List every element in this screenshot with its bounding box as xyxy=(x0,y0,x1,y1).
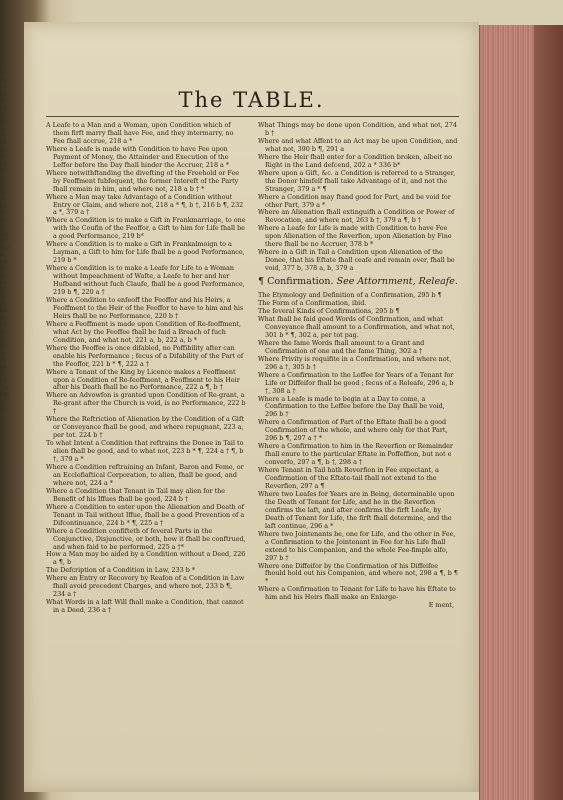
index-entry: Where a Confirmation to the Leffee for Years of a Tenant for Life or Diffeifor fhall be good ; fecus of a Releafe, 296 a, b †, 308 a † xyxy=(258,370,454,395)
page-title: The TABLE. xyxy=(178,88,325,112)
index-entry: Where an Advowfon is granted upon Condition of Re-grant, a Re-grant after the Church is void, is no Performance, 222 b † xyxy=(46,391,246,416)
index-entry: To what Intent a Condition that reftrains the Donee in Tail to alien fhall be good, and to what not, 223 b * ¶, 224 a † ¶, b †, 379 a * xyxy=(46,439,244,464)
index-entry: Where an Alienation fhall extinguifh a Condition or Power of Revocation, and where not, 263 b †, 379 a ¶, b † xyxy=(258,208,455,225)
right-column xyxy=(258,122,458,610)
index-entry: Where a Feoffment is made upon Condition of Re-feoffment, what Act by the Feoffee fhall be faid a Breach of fuch Condition, and what not, 221 a, b, 222 a, b * xyxy=(46,319,242,344)
index-entry: Where a Condition reftraining an Infant, Baron and Feme, or an Ecclefiaftical Corporation, to alien, fhall be good, and where not, 224 a * xyxy=(46,462,244,487)
index-entry: Where the Heir fhall enter for a Condition broken, albeit no Right in the Land defcend, 202 a * 336 b* xyxy=(258,152,452,169)
index-entry: Where the fame Words fhall amount to a Grant and Confirmation of one and the fame Thing, 302 a † xyxy=(258,338,425,355)
index-entry: Where two Jointenants be, one for Life, and the other in Fee, a Confirmation to the Jointenant in Fee for his Life fhall extend to his Companion, and the whole Fee-fimple alfo, 297 b † xyxy=(258,529,456,562)
index-entry: A Leafe to a Man and a Woman, upon Condition which of them firft marry fhall have Fee, and they intermarry, no Fee fhall accrue, 218 a * xyxy=(46,121,234,145)
index-entry: Where a Condition confifteth of feveral Parts in the Conjunctive, Disjunctive, or both, how it fhall be conftrued, and when faid to be performed, 225 a †* xyxy=(46,526,246,551)
index-entry: The Defcription of a Condition in Law, 233 b * xyxy=(46,566,196,575)
index-entry: Where a Condition is to make a Gift in Frankmarriage, to one with the Coufin of the Feoffor, a Gift to him for Life fhall be a good Performance, 219 b* xyxy=(46,216,246,241)
index-entry: Where a Condition to enter upon the Alienation and Death of Tenant in Tail without Iffue, fhall be a good Prevention of a Difcontinuance, 224 b * ¶, 225 a † xyxy=(46,502,245,527)
index-entry: The feveral Kinds of Confirmations, 295 b ¶ xyxy=(258,307,400,316)
index-entry: Where an Entry or Recovery by Reafon of a Condition in Law fhall avoid precedent Charges, and where not, 233 b ¶, 234 a † xyxy=(46,574,245,599)
index-entry: Where and what Affent to an Act may be upon Condition, and what not, 390 b ¶, 291 a xyxy=(258,136,458,153)
index-entry: Where in a Gift in Tail a Condition upon Alienation of the Donee, that his Eftate fhall ceafe and remain over, fhall be void, 377 b, 378 a, b, 379 a xyxy=(258,248,455,273)
index-entry: Where two Leafes for Years are in Being, determinable upon the Death of Tenant for Life, and he in the Reverfion confirms the laft, and after confirms the firft Leafe, by Death of Tenant for Life, the firft fhall determine, and the laft continue, 296 a * xyxy=(258,489,455,530)
index-entry: What Words in a laft Will fhall make a Condition, that cannot in a Deed, 236 a † xyxy=(46,598,244,615)
index-entry: Where a Condition is to make a Gift in Frankalmoign to a Layman, a Gift to him for Life fhall be a good Performance, 219 b * xyxy=(46,240,245,265)
index-entry: Where Tenant in Tail hath Reverfion in Fee expectant, a Confirmation of the Eftate-tail fhall not extend to the Reverfion, 297 a ¶ xyxy=(258,466,439,490)
index-entry: Where a Condition that Tenant in Tail may alien for the Benefit of his Iffues fhall be good, 224 b † xyxy=(46,486,226,503)
index-entry: Where the Reftriction of Alienation by the Condition of a Gift or Conveyance fhall be good, and where repugnant, 223 a, per tot. 224 b † xyxy=(46,415,244,440)
index-entry: Where a Leafe is made with Condition to have Fee upon Payment of Money, the Attainder and Execution of the Leffor before the Day fhall hinder the Accruer, 218 a * xyxy=(46,144,230,169)
index-entry: What fhall be faid good Words of Confirmation, and what Conveyance fhall amount to a Confirmation, and what not, 301 b * ¶, 302 a, per tot pag. xyxy=(258,314,455,339)
section-heading-confirmation xyxy=(258,276,458,288)
index-entry: Where notwithftanding the divefting of the Freehold or Fee by Feoffment fubfequent, the former Intereft of the Party fhall remain in him, and where not, 218 a b † * xyxy=(46,168,240,193)
left-column xyxy=(46,122,246,615)
index-entry: Where upon a Gift, &c. a Condition is referred to a Stranger, the Donor himfelf fhall take Advantage of it, and not the Stranger, 379 a * ¶ xyxy=(258,168,456,193)
index-entry: Where a Confirmation to Tenant for Life to have his Eftate to him and his Heirs fhall make an Enlarge- xyxy=(258,585,456,602)
index-entry: Where one Diffeifor by the Confirmation of his Diffeifee fhould hold out his Companion, and where not, 298 a ¶, b ¶ * xyxy=(258,561,458,586)
index-entry: Where a Condition to enfeoff the Feoffor and his Heirs, a Feoffment to the Heir of the Feoffor to have to him and his Heirs fhall be no Performance, 220 b † xyxy=(46,295,244,320)
index-entry: Where Privity is requifite in a Confirmation, and where not, 296 a †, 305 b † xyxy=(258,354,452,371)
previous-page-margin: ed ra- tc. by ce ith 2 be tu- on ed In ant ds by a rr fh ut Ex in- ra co ma fe of a ar tor- ef- ha ea- ef- ds ou pa- ge- ac or A ele ra ar- de fo nf aru alie ut ha xyxy=(0,70,10,412)
section-cross-reference: See Attornment, Releafe. xyxy=(336,276,458,288)
index-entry: Where the Feoffee is once difabled, no Poffibility after can enable his Performance ; fecus of a Difability of the Part of the Feoffor, 221 b * ¶, 222 a † xyxy=(46,343,244,368)
section-heading: ¶ Confirmation. xyxy=(258,276,334,288)
index-entry: The Form of a Confirmation, ibid. xyxy=(258,299,367,308)
index-entry: Where a Leafe for Life is made with Condition to have Fee upon Alienation of the Reverfion, upon Alienation by Fine there fhall be no Accruer, 378 b * xyxy=(258,224,452,249)
index-entry: Where a Tenant of the King by Licence makes a Feoffment upon a Condition of Re-feoffment, a Feoffment to his Heir after his Death fhall be no Performance, 222 a ¶, b † xyxy=(46,367,240,392)
index-entry: Where a Condition may ftand good for Part, and be void for other Part, 379 a * xyxy=(258,192,451,209)
index-entry: Where a Confirmation of Part of the Eftate fhall be a good Confirmation of the whole, and where only for that Part, 296 b ¶, 297 a † * xyxy=(258,418,448,443)
page-edges xyxy=(479,25,563,800)
index-entry: How a Man may be aided by a Condition without a Deed, 226 a ¶, b xyxy=(46,550,246,567)
index-entry: Where a Leafe is made to begin at a Day to come, a Confirmation to the Leffee before the Day fhall be void, 296 b † xyxy=(258,394,445,419)
book-cover-edge xyxy=(534,25,563,800)
index-entry: Where a Man may take Advantage of a Condition without Entry or Claim, and where not, 218 a * ¶, b †, 216 b ¶, 232 a *, 379 a † xyxy=(46,192,244,217)
index-entry: Where a Confirmation to him in the Reverfion or Remainder fhall enure to the particular Eftate in Poffeffion, but not e converfo, 297 a ¶, b †, 298 a † xyxy=(258,442,453,467)
catchword: E ment, xyxy=(428,601,454,610)
index-entry: What Things may be done upon Condition, and what not, 274 b † xyxy=(258,121,457,137)
index-entry: Where a Condition is to make a Leafe for Life to a Woman without Impeachment of Wafte, a Leafe to her and her Hufband without fuch Claufe, fhall be a good Performance, 219 b ¶, 220 a † xyxy=(46,264,245,297)
index-entry: The Etymology and Definition of a Confirmation, 295 b ¶ xyxy=(258,291,442,300)
book-page xyxy=(24,22,479,792)
title-rule xyxy=(46,116,459,117)
